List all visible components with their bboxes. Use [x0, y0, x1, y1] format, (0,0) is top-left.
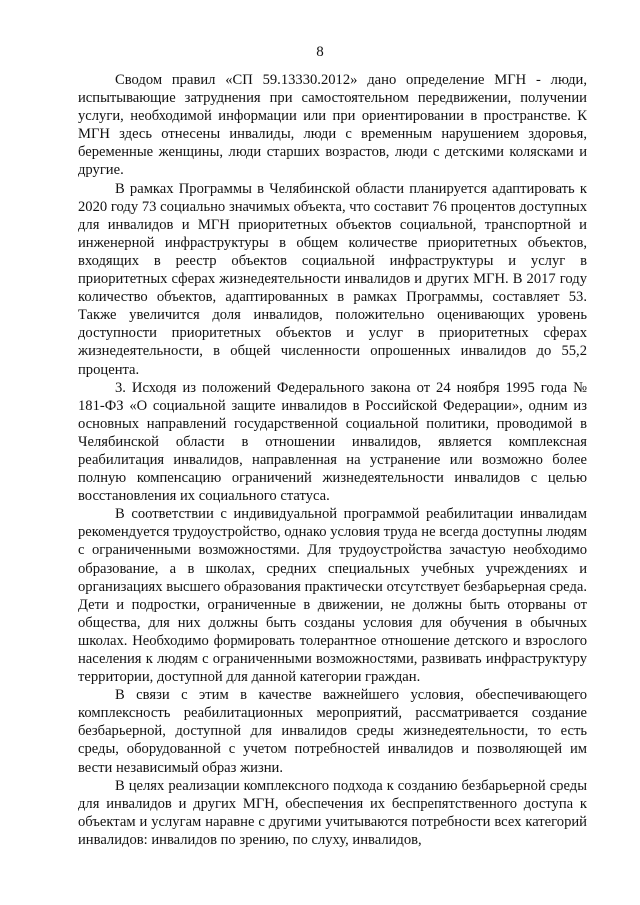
paragraph: В связи с этим в качестве важнейшего условия, обеспечивающего комплексность реабилитационных мероприятий, рассматривается создание безбарьерной, доступной для инвалидов среды жизнедеятельности, то есть среды, оборудованной с учетом потребностей инвалидов и позволяющей им вести независимый образ жизни. [78, 687, 587, 776]
paragraph: В соответствии с индивидуальной программой реабилитации инвалидам рекомендуется трудоустройство, однако условия труда не всегда доступны людям с ограниченными возможностями. Для трудоустройства зачастую необходимо образование, а в школах, средних специальных учебных учреждениях и организациях высшего образования практически отсутствует безбарьерная среда. Дети и подростки, ограниченные в движении, не должны быть оторваны от общества, для них должны быть созданы условия для обучения в обычных школах. Необходимо формировать толерантное отношение детского и взрослого населения к людям с ограниченными возможностями, развивать инфраструктуру территории, доступной для данной категории граждан. [78, 506, 587, 686]
document-body [78, 71, 587, 849]
paragraph: В рамках Программы в Челябинской области планируется адаптировать к 2020 году 73 социально значимых объекта, что составит 76 процентов доступных для инвалидов и МГН приоритетных объектов социальной, транспортной и инженерной инфраструктуры в общем количестве приоритетных объектов, входящих в реестр объектов социальной инфраструктуры и услуг в приоритетных сферах жизнедеятельности инвалидов и других МГН. В 2017 году количество объектов, адаптированных в рамках Программы, составляет 53. Также увеличится доля инвалидов, положительно оценивающих уровень доступности приоритетных объектов и услуг в приоритетных сферах жизнедеятельности, в общей численности опрошенных инвалидов до 55,2 процента. [78, 180, 587, 378]
paragraph: 3. Исходя из положений Федерального закона от 24 ноября 1995 года № 181-ФЗ «О социальной защите инвалидов в Российской Федерации», одним из основных направлений государственной социальной политики, проводимой в Челябинской области в отношении инвалидов, является комплексная реабилитация инвалидов, направленная на устранение или возможно более полную компенсацию ограничений жизнедеятельности инвалидов с целью восстановления их социального статуса. [78, 379, 587, 505]
page-number: 8 [316, 44, 324, 60]
paragraph: Сводом правил «СП 59.13330.2012» дано определение МГН - люди, испытывающие затруднения при самостоятельном передвижении, получении услуги, необходимой информации или при ориентировании в пространстве. К МГН здесь отнесены инвалиды, люди с временным нарушением здоровья, беременные женщины, люди старших возрастов, люди с детскими колясками и другие. [78, 72, 587, 179]
paragraph: В целях реализации комплексного подхода к созданию безбарьерной среды для инвалидов и других МГН, обеспечения их беспрепятственного доступа к объектам и услугам наравне с другими учитываются потребности всех категорий инвалидов: инвалидов по зрению, по слуху, инвалидов, [78, 777, 587, 848]
